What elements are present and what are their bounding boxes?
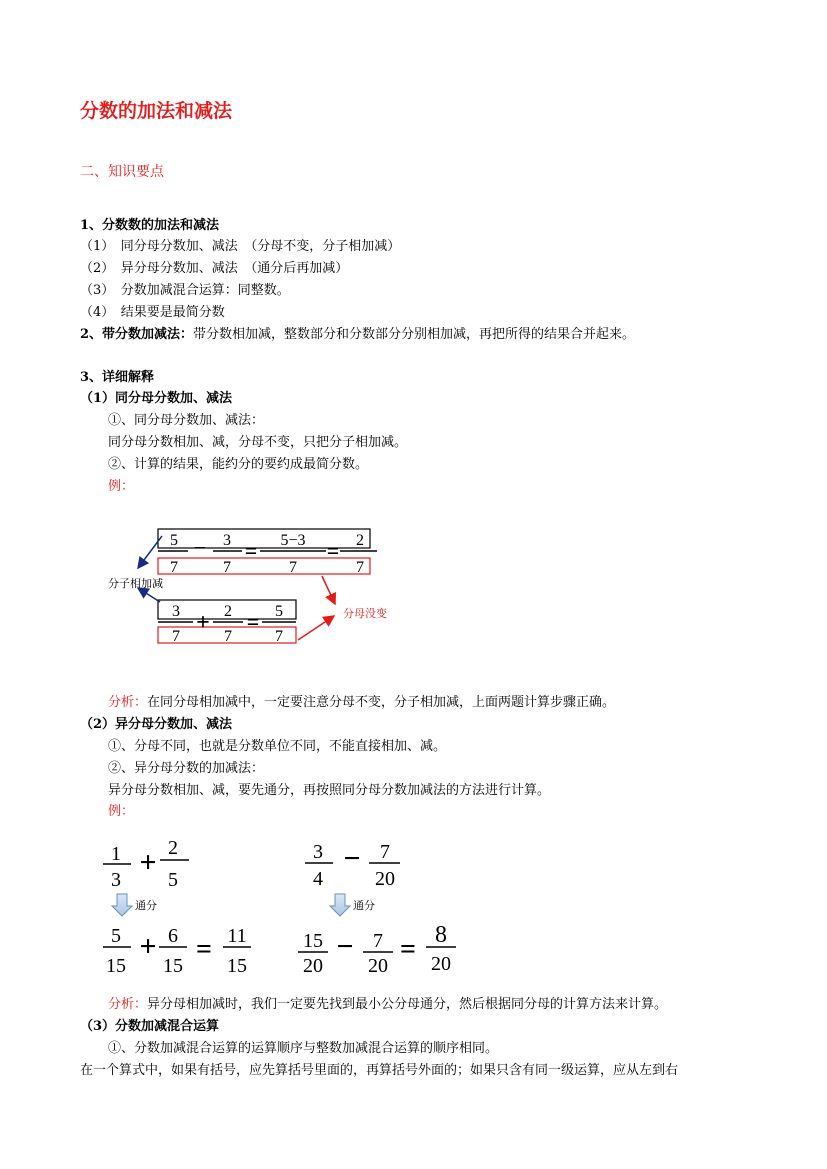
subheading-3: （3）分数加减混合运算 <box>80 1019 220 1034</box>
tongfen-label: 通分 <box>135 899 157 912</box>
numerator-annotation: 分子相加减 <box>108 577 163 590</box>
numerator: 7 <box>380 841 390 863</box>
denominator: 7 <box>356 559 364 576</box>
numerator: 5 <box>111 925 121 947</box>
denominator: 7 <box>223 559 231 576</box>
equals-sign: = <box>196 934 212 965</box>
analysis-2 <box>108 997 667 1013</box>
plus-sign: + <box>196 610 210 636</box>
denominator: 3 <box>111 869 121 891</box>
numerator: 2 <box>356 532 364 549</box>
paragraph-2 <box>80 327 635 343</box>
denominator: 7 <box>275 628 283 645</box>
heading-1: 1、分数数的加法和减法 <box>80 218 220 233</box>
text-line: 同分母分数相加、减，分母不变，只把分子相加减。 <box>108 435 408 450</box>
down-arrow-icon <box>112 894 132 916</box>
text-line: ②、异分母分数的加减法： <box>108 761 265 776</box>
tongfen-label: 通分 <box>353 899 375 912</box>
paragraph-2-text: 带分数相加减，整数部分和分数部分分别相加减，再把所得的结果合并起来。 <box>193 327 636 342</box>
numerator: 3 <box>223 532 231 549</box>
minus-sign: − <box>193 535 207 560</box>
equals-sign: = <box>244 538 258 563</box>
example-label: 例： <box>108 479 135 494</box>
denominator-annotation: 分母没变 <box>343 607 387 620</box>
plus-sign: + <box>139 930 157 963</box>
arrow-icon <box>138 588 160 602</box>
denominator: 15 <box>163 955 183 977</box>
numerator: 7 <box>373 930 383 952</box>
subheading-1: （1）同分母分数加、减法 <box>80 391 233 406</box>
denominator: 5 <box>168 869 178 891</box>
denominator: 15 <box>227 955 247 977</box>
analysis-text: 异分母相加减时，我们一定要先找到最小公分母通分，然后根据同分母的计算方法来计算。 <box>147 997 668 1012</box>
page-title: 分数的加法和减法 <box>80 100 233 122</box>
numerator: 8 <box>435 922 447 948</box>
denominator: 20 <box>375 868 395 890</box>
list-item: （2） 异分母分数加、减法 （通分后再加减） <box>80 261 349 276</box>
analysis-text: 在同分母相加减中，一定要注意分母不变，分子相加减，上面两题计算步骤正确。 <box>147 695 616 710</box>
numerator: 11 <box>227 925 247 947</box>
text-line: ①、分数加减混合运算的运算顺序与整数加减混合运算的顺序相同。 <box>108 1041 499 1056</box>
denominator: 4 <box>313 868 323 890</box>
example-label: 例： <box>108 804 135 819</box>
numerator: 3 <box>313 841 323 863</box>
text-line: ②、计算的结果，能约分的要约成最简分数。 <box>108 457 369 472</box>
minus-sign: − <box>343 842 361 875</box>
minus-sign: − <box>336 930 354 963</box>
denominator: 7 <box>289 559 297 576</box>
denominator: 20 <box>368 955 388 977</box>
down-arrow-icon <box>330 894 350 916</box>
arrow-icon <box>298 616 334 640</box>
list-item: （3） 分数加减混合运算：同整数。 <box>80 283 290 298</box>
denominator: 15 <box>106 955 126 977</box>
arrow-icon <box>322 576 335 604</box>
plus-sign: + <box>139 846 157 879</box>
numerator: 2 <box>224 603 232 620</box>
numerator: 5 <box>275 603 283 620</box>
denominator: 7 <box>224 628 232 645</box>
equals-sign: = <box>326 538 340 563</box>
numerator: 1 <box>111 843 121 865</box>
text-line: 异分母分数相加、减，要先通分，再按照同分母分数加减法的方法进行计算。 <box>108 783 551 798</box>
numerator: 6 <box>168 925 178 947</box>
different-denominator-figure <box>95 832 475 982</box>
numerator: 5 <box>170 532 178 549</box>
text-line: ①、分母不同，也就是分数单位不同，不能直接相加、减。 <box>108 739 447 754</box>
text-line: ①、同分母分数加、减法： <box>108 413 265 428</box>
analysis-label: 分析： <box>108 695 148 710</box>
denominator: 20 <box>431 953 451 975</box>
denominator: 7 <box>172 628 180 645</box>
heading-2: 2、带分数加减法： <box>80 327 194 342</box>
numerator: 15 <box>303 930 323 952</box>
analysis-label: 分析： <box>108 997 148 1012</box>
equals-sign: = <box>246 609 260 634</box>
section-title: 二、知识要点 <box>80 164 164 180</box>
text-line: 在一个算式中，如果有括号，应先算括号里面的，再算括号外面的；如果只含有同一级运算，应从左到右 <box>80 1063 679 1078</box>
list-item: （1） 同分母分数加、减法 （分母不变，分子相加减） <box>80 239 401 254</box>
same-denominator-figure <box>100 520 400 655</box>
analysis-1 <box>108 695 615 711</box>
heading-3: 3、详细解释 <box>80 370 155 385</box>
numerator: 2 <box>168 837 178 859</box>
denominator: 20 <box>303 955 323 977</box>
numerator: 3 <box>172 603 180 620</box>
equals-sign: = <box>400 934 416 965</box>
numerator: 5−3 <box>280 532 306 549</box>
subheading-2: （2）异分母分数加、减法 <box>80 717 233 732</box>
list-item: （4） 结果要是最简分数 <box>80 305 225 320</box>
denominator: 7 <box>170 559 178 576</box>
